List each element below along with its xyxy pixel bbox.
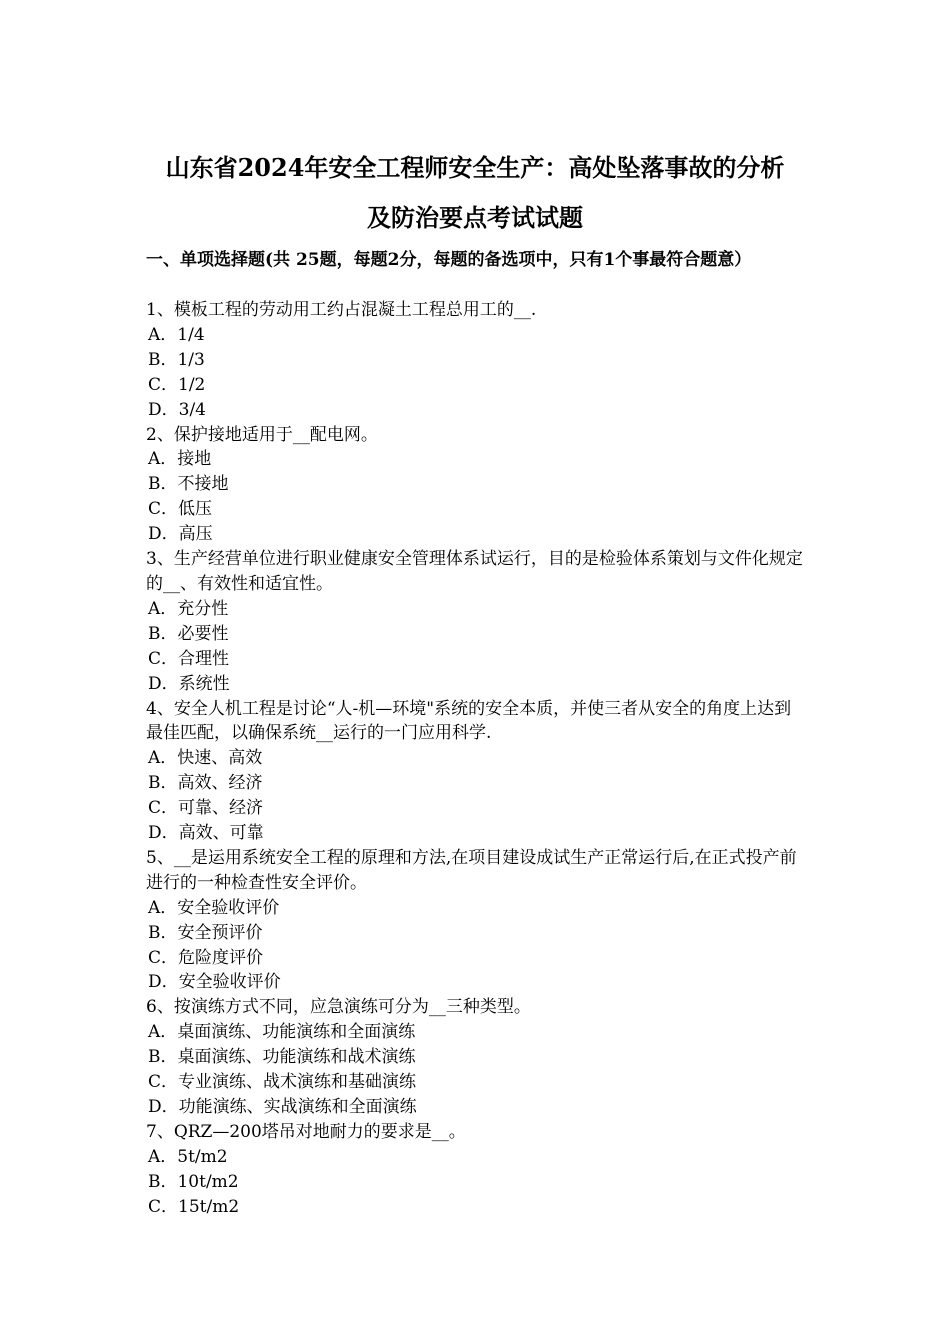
question-text: 1、模板工程的劳动用工约占混凝土工程总用工的__. <box>146 300 537 320</box>
page-title-line-2: 及防治要点考试试题 <box>367 203 583 232</box>
answer-option: A．充分性 <box>148 598 229 619</box>
answer-option: C．1/2 <box>148 374 206 395</box>
question-text: 6、按演练方式不同，应急演练可分为__三种类型。 <box>146 997 531 1018</box>
answer-option: D．安全验收评价 <box>148 972 281 993</box>
answer-option: C．低压 <box>148 499 213 520</box>
answer-option: A．安全验收评价 <box>148 897 280 918</box>
page-title-line-1: 山东省2024年安全工程师安全生产：高处坠落事故的分析 <box>165 153 785 182</box>
question-text: 5、__是运用系统安全工程的原理和方法,在项目建设成试生产正常运行后,在正式投产前进行的一种检查性安全评价。 <box>146 847 797 893</box>
answer-option: D．功能演练、实战演练和全面演练 <box>148 1097 417 1117</box>
answer-option: D．高效、可靠 <box>148 823 264 844</box>
answer-option: C．合理性 <box>148 648 230 669</box>
question-item <box>146 547 808 696</box>
question-text: 3、生产经营单位进行职业健康安全管理体系试运行，目的是检验体系策划与文件化规定的__、有效性和适宜性。 <box>146 549 803 594</box>
question-item <box>146 697 808 846</box>
answer-option: A．快速、高效 <box>148 748 263 769</box>
answer-option: B．10t/m2 <box>148 1171 239 1192</box>
question-text: 4、安全人机工程是讨论“人-机—环境"系统的安全本质，并使三者从安全的角度上达到最佳匹配，以确保系统__运行的一门应用科学. <box>146 698 792 744</box>
answer-option: C．15t/m2 <box>148 1196 240 1217</box>
question-text: 2、保护接地适用于__配电网。 <box>146 424 378 445</box>
answer-option: B．不接地 <box>148 474 229 495</box>
answer-option: C．专业演练、战术演练和基础演练 <box>148 1072 417 1093</box>
answer-option: B．必要性 <box>148 623 229 644</box>
answer-option: D．系统性 <box>148 673 230 694</box>
answer-option: A．接地 <box>148 449 212 470</box>
question-item <box>146 298 808 423</box>
section-heading: 一、单项选择题(共 25题，每题2分，每题的备选项中，只有1个事最符合题意） <box>146 250 752 270</box>
question-item <box>146 995 808 1120</box>
answer-option: C．可靠、经济 <box>148 798 264 819</box>
answer-option: B．安全预评价 <box>148 922 263 943</box>
question-text: 7、QRZ—200塔吊对地耐力的要求是__。 <box>146 1121 466 1142</box>
question-item <box>146 1120 808 1220</box>
question-item <box>146 846 808 995</box>
answer-option: A．1/4 <box>148 324 205 345</box>
question-list <box>146 298 808 1220</box>
answer-option: D．3/4 <box>148 399 206 420</box>
question-item <box>146 423 808 548</box>
answer-option: B．高效、经济 <box>148 773 263 794</box>
answer-option: A．桌面演练、功能演练和全面演练 <box>148 1022 416 1043</box>
answer-option: D．高压 <box>148 524 213 545</box>
answer-option: B．桌面演练、功能演练和战术演练 <box>148 1047 416 1068</box>
answer-option: A．5t/m2 <box>148 1146 228 1167</box>
answer-option: C．危险度评价 <box>148 947 264 968</box>
answer-option: B．1/3 <box>148 349 205 370</box>
